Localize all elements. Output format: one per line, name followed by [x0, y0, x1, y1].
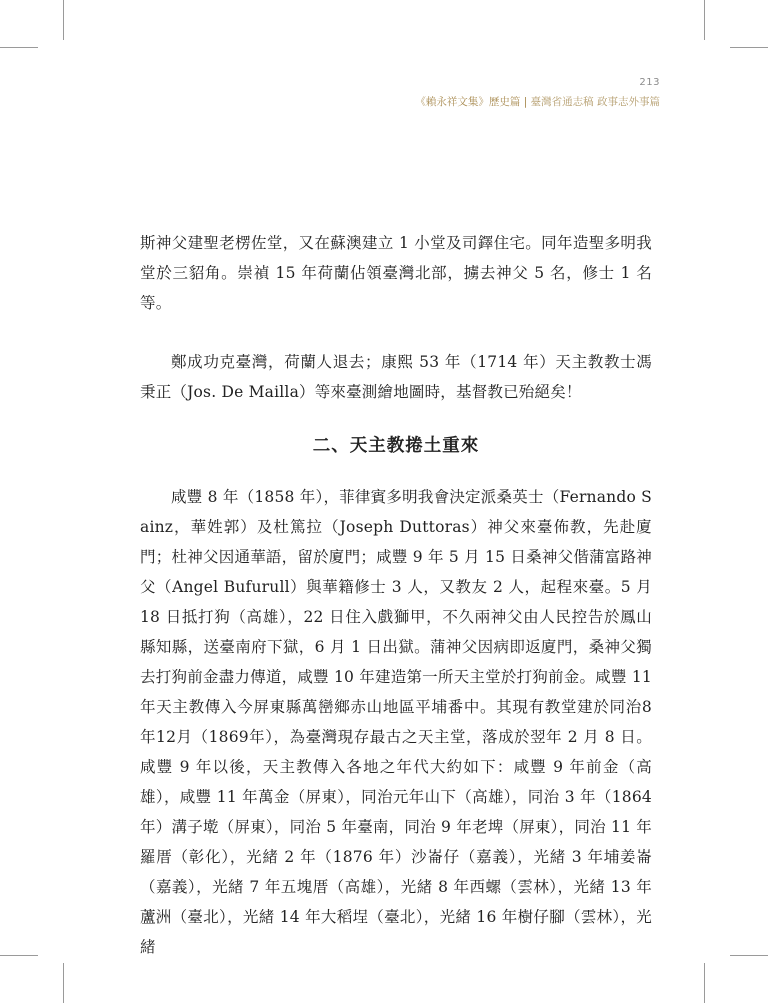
crop-mark [704, 963, 705, 1003]
crop-mark [730, 955, 768, 956]
paragraph: 鄭成功克臺灣，荷蘭人退去；康熙 53 年（1714 年）天主教教士馮秉正（Jos. De Mailla）等來臺測繪地圖時，基督教已殆絕矣！ [140, 353, 652, 401]
page-body [140, 228, 652, 962]
running-header [415, 94, 660, 109]
section-title: 臺灣省通志稿 政事志外事篇 [530, 96, 660, 108]
crop-mark [704, 0, 705, 40]
crop-mark [0, 47, 38, 48]
crop-mark [0, 955, 38, 956]
paragraph: 斯神父建聖老楞佐堂，又在蘇澳建立 1 小堂及司鐸住宅。同年造聖多明我堂於三貂角。崇禎 15 年荷蘭佔領臺灣北部，擄去神父 5 名，修士 1 名等。 [140, 234, 652, 312]
page-number: 213 [639, 77, 660, 88]
header-separator: | [523, 96, 528, 108]
crop-mark [730, 47, 768, 48]
paragraph: 咸豐 8 年（1858 年），菲律賓多明我會決定派桑英士（Fernando Sainz，華姓郭）及杜篤拉（Joseph Duttoras）神父來臺佈教，先赴廈門；杜神父因通華語，留於廈門；咸豐 9 年 5 月 15 日桑神父偕蒲富路神父（Angel Bufurull）與華籍修士 3 人，又教友 2 人，起程來臺。5 月 18 日抵打狗（高雄），22 日住入戲獅甲，不久兩神父由人民控告於鳳山縣知縣，送臺南府下獄，6 月 1 日出獄。蒲神父因病即返廈門，桑神父獨去打狗前金盡力傳道，咸豐 10 年建造第一所天主堂於打狗前金。咸豐 11 年天主教傳入今屏東縣萬巒鄉赤山地區平埔番中。其現有教堂建於同治8年12月（1869年），為臺灣現存最古之天主堂，落成於翌年 2 月 8 日。咸豐 9 年以後，天主教傳入各地之年代大約如下：咸豐 9 年前金（高雄），咸豐 11 年萬金（屏東），同治元年山下（高雄），同治 3 年（1864 年）溝子墘（屏東），同治 5 年臺南，同治 9 年老埤（屏東），同治 11 年羅厝（彰化），光緒 2 年（1876 年）沙崙仔（嘉義），光緒 3 年埔姜崙（嘉義），光緒 7 年五塊厝（高雄），光緒 8 年西螺（雲林），光緒 13 年蘆洲（臺北），光緒 14 年大稻埕（臺北），光緒 16 年樹仔腳（雲林），光緒 [140, 488, 652, 956]
section-heading: 二、天主教捲土重來 [312, 436, 480, 456]
crop-mark [63, 963, 64, 1003]
crop-mark [63, 0, 64, 40]
book-title: 《賴永祥文集》歷史篇 [415, 96, 521, 108]
